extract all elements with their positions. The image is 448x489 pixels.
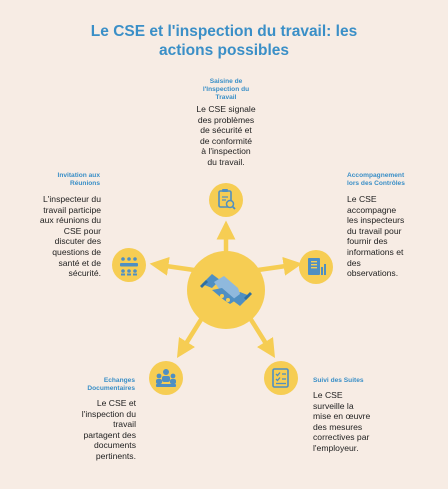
- node-bottom-right-heading: Suivi des Suites: [313, 377, 364, 384]
- title-line-1: Le CSE et l'inspection du travail: les: [90, 23, 358, 40]
- node-bottom-left-description: Le CSE et l'inspection du travail partagent des documents pertinents.: [81, 398, 136, 461]
- node-bottom-left-heading: Echanges Documentaires: [87, 377, 135, 392]
- meeting-icon: [120, 257, 138, 275]
- node-right-description: Le CSE accompagne les inspecteurs du travail pour fournir des informations et des observations.: [347, 194, 405, 279]
- node-top-heading: Saisine de l'Inspection du Travail: [202, 78, 250, 101]
- node-right-heading: Accompagnement lors des Contrôles: [347, 172, 405, 187]
- node-top-description: Le CSE signale des problèmes de sécurité et de conformité à l'inspection du travail.: [196, 104, 256, 167]
- title-line-2: actions possibles: [158, 42, 290, 59]
- arrow-right: [258, 265, 293, 270]
- node-bottom-right-circle: [264, 361, 298, 395]
- node-bottom-right-description: Le CSE surveille la mise en œuvre des mesures correctives par l'employeur.: [313, 390, 371, 453]
- node-left-description: L'inspecteur du travail participe aux réunions du CSE pour discuter des questions de santé et de sécurité.: [39, 194, 101, 279]
- node-left-heading: Invitation aux Réunions: [57, 172, 100, 187]
- arrow-bottom-left: [182, 318, 202, 350]
- arrow-bottom-right: [250, 318, 270, 350]
- arrow-left: [159, 265, 194, 270]
